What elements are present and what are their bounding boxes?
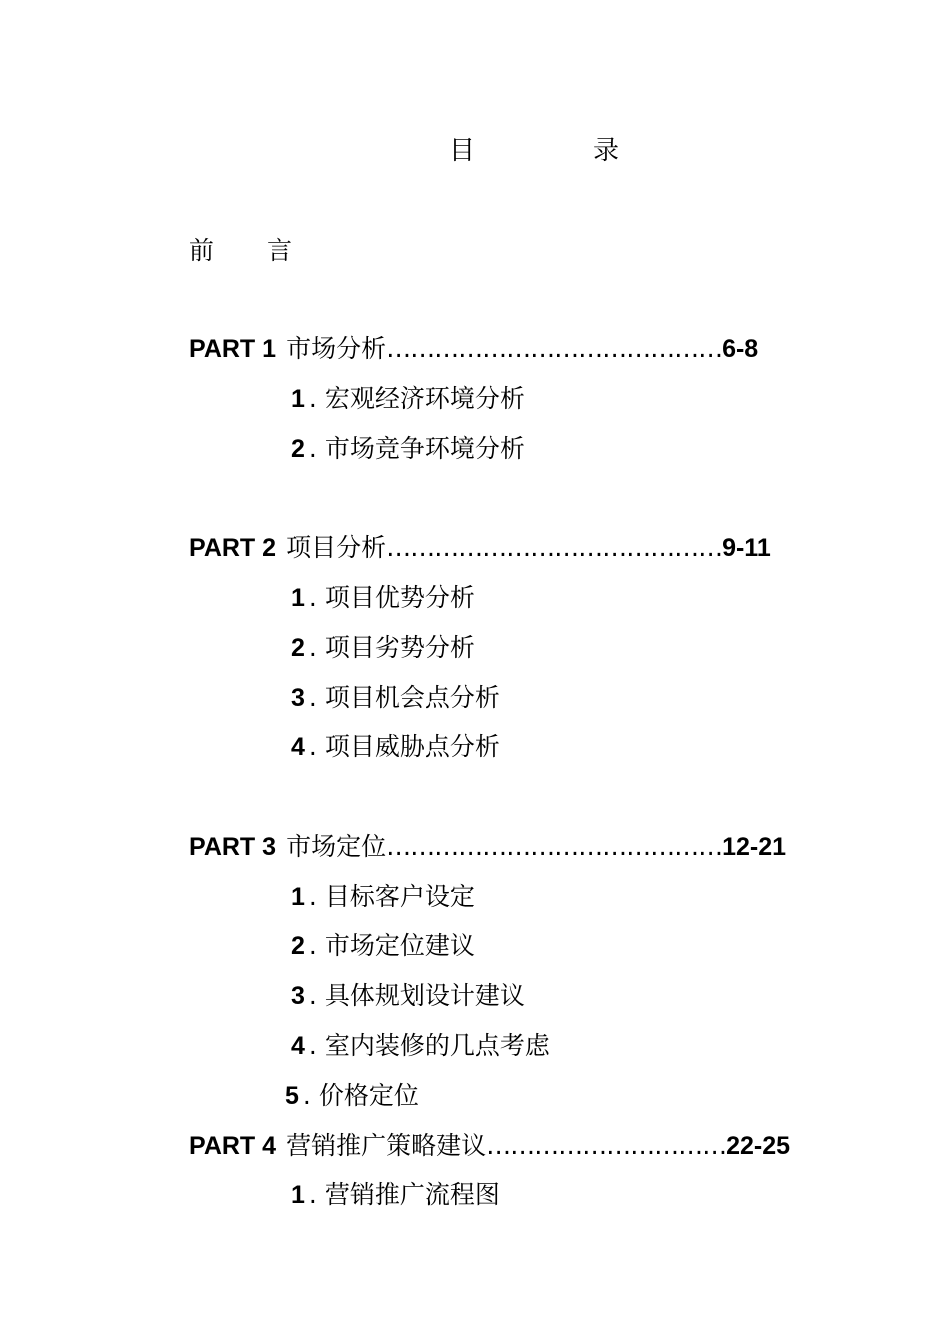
toc-item[interactable] — [291, 633, 475, 663]
page-range: 12-21 — [722, 833, 787, 861]
item-text: 项目机会点分析 — [324, 683, 500, 712]
item-number: 3 — [291, 982, 305, 1010]
part-title: 营销推广策略建议 — [286, 1131, 487, 1160]
page-title: 目 录 — [449, 136, 666, 166]
item-separator: . — [302, 1081, 311, 1110]
item-number: 1 — [291, 1181, 305, 1209]
item-separator: . — [308, 1031, 317, 1060]
toc-item[interactable] — [291, 1031, 550, 1061]
toc-item[interactable] — [291, 583, 475, 613]
item-separator: . — [308, 981, 317, 1010]
leader-dots: …………………………………… — [386, 334, 723, 363]
item-number: 5 — [285, 1082, 299, 1110]
item-separator: . — [308, 882, 317, 911]
leader-dots: …………………………………… — [386, 533, 723, 562]
part-tag: PART 4 — [189, 1132, 277, 1160]
item-number: 1 — [291, 385, 305, 413]
part-title: 市场定位 — [286, 832, 387, 861]
item-number: 2 — [291, 634, 305, 662]
toc-part-3[interactable] — [189, 832, 786, 862]
part-tag: PART 3 — [189, 833, 277, 861]
part-title: 市场分析 — [286, 334, 387, 363]
toc-item[interactable] — [291, 1180, 500, 1210]
toc-item[interactable] — [291, 732, 500, 762]
item-number: 1 — [291, 883, 305, 911]
item-separator: . — [308, 1180, 317, 1209]
part-title: 项目分析 — [286, 533, 387, 562]
toc-item[interactable] — [291, 384, 525, 414]
toc-item[interactable] — [291, 931, 475, 961]
item-separator: . — [308, 732, 317, 761]
toc-part-1[interactable] — [189, 334, 758, 364]
page-range: 22-25 — [726, 1132, 791, 1160]
leader-dots: ………………………… — [486, 1131, 727, 1160]
toc-item[interactable] — [291, 981, 525, 1011]
preface-heading: 前言 — [189, 236, 346, 265]
toc-item[interactable] — [291, 434, 525, 464]
toc-part-4[interactable] — [189, 1131, 790, 1161]
item-separator: . — [308, 633, 317, 662]
item-number: 4 — [291, 733, 305, 761]
item-text: 营销推广流程图 — [324, 1180, 500, 1209]
page-range: 6-8 — [722, 335, 759, 363]
item-separator: . — [308, 434, 317, 463]
toc-part-2[interactable] — [189, 533, 771, 563]
item-number: 3 — [291, 684, 305, 712]
item-separator: . — [308, 583, 317, 612]
item-number: 4 — [291, 1032, 305, 1060]
page-range: 9-11 — [722, 534, 771, 562]
item-text: 项目优势分析 — [324, 583, 475, 612]
item-text: 价格定位 — [318, 1081, 419, 1110]
item-text: 项目威胁点分析 — [324, 732, 500, 761]
item-text: 具体规划设计建议 — [324, 981, 525, 1010]
item-number: 1 — [291, 584, 305, 612]
toc-item[interactable] — [291, 683, 500, 713]
item-text: 市场竞争环境分析 — [324, 434, 525, 463]
item-text: 宏观经济环境分析 — [324, 384, 525, 413]
part-tag: PART 1 — [189, 335, 277, 363]
leader-dots: …………………………………… — [386, 832, 723, 861]
item-separator: . — [308, 683, 317, 712]
item-text: 目标客户设定 — [324, 882, 475, 911]
toc-item[interactable] — [291, 882, 475, 912]
item-text: 室内装修的几点考虑 — [324, 1031, 550, 1060]
item-separator: . — [308, 931, 317, 960]
item-separator: . — [308, 384, 317, 413]
item-text: 项目劣势分析 — [324, 633, 475, 662]
item-text: 市场定位建议 — [324, 931, 475, 960]
item-number: 2 — [291, 932, 305, 960]
toc-item[interactable] — [285, 1081, 419, 1111]
part-tag: PART 2 — [189, 534, 277, 562]
item-number: 2 — [291, 435, 305, 463]
